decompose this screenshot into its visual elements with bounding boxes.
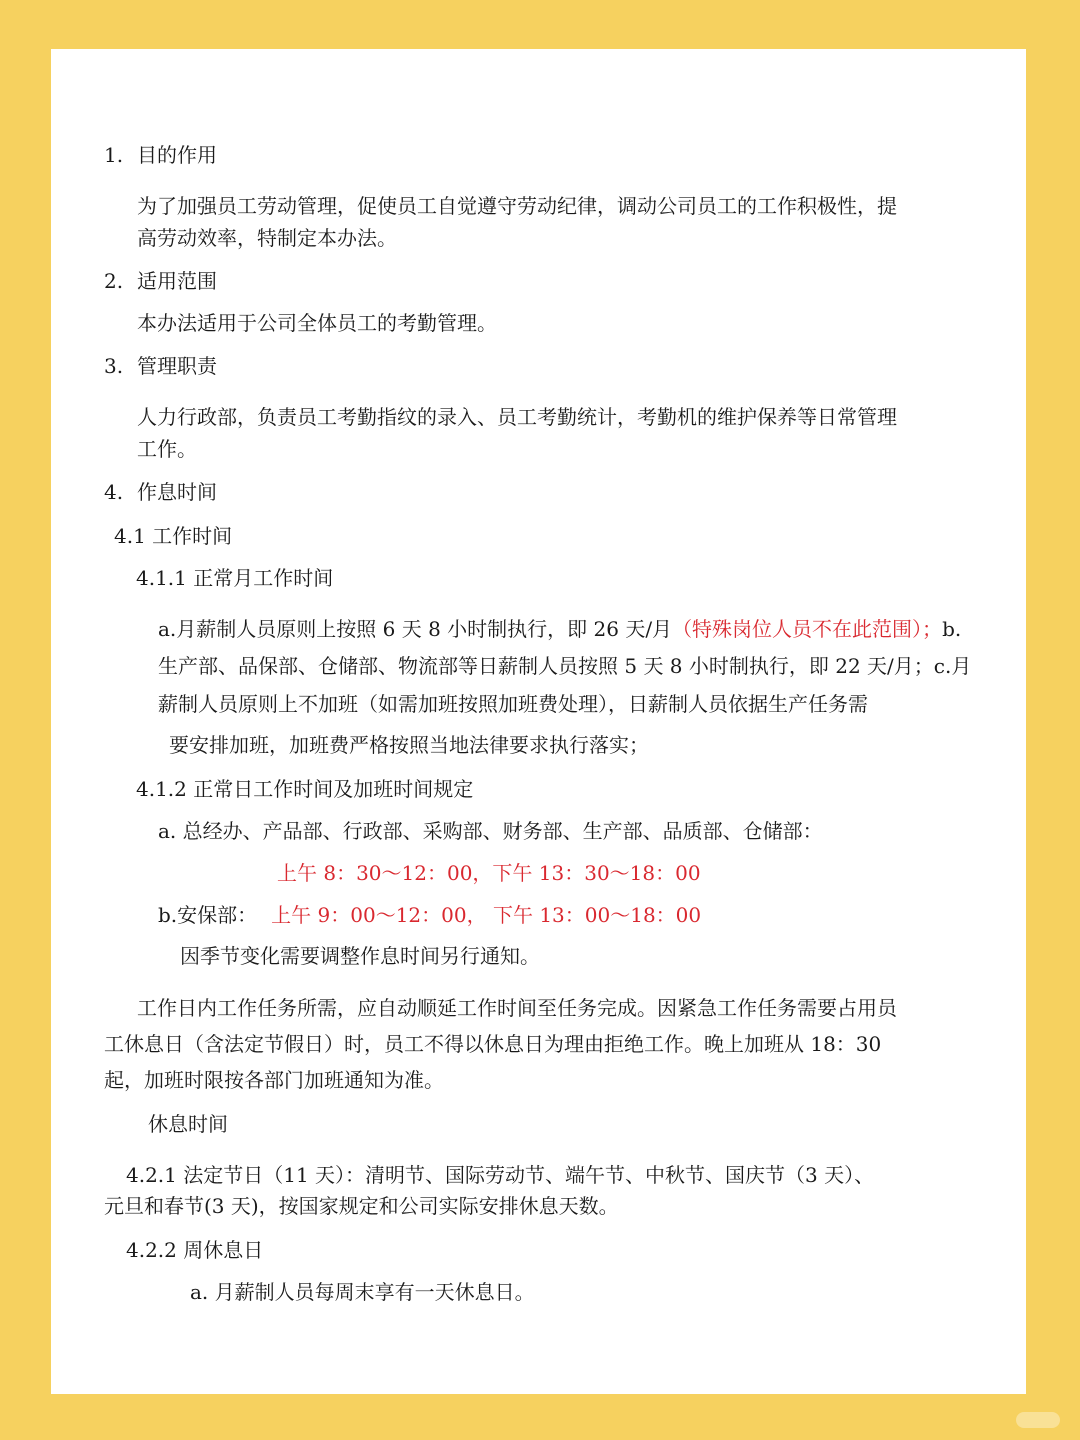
monthly-rule-text: a.月薪制人员原则上按照 6 天 8 小时制执行，即 26 天/月 — [158, 617, 673, 641]
subsection-4-1-1-heading: 4.1.1 正常月工作时间 — [136, 566, 334, 590]
section-3-number: 3. — [104, 354, 124, 378]
document-page — [51, 49, 1026, 1394]
section-1-text-line-1: 为了加强员工劳动管理，促使员工自觉遵守劳动纪律，调动公司员工的工作积极性，提 — [137, 194, 897, 218]
monthly-rule-line-1 — [158, 619, 961, 639]
subsection-4-1-2-heading: 4.1.2 正常日工作时间及加班时间规定 — [136, 777, 474, 801]
departments-a: a. 总经办、产品部、行政部、采购部、财务部、生产部、品质部、仓储部： — [158, 819, 823, 843]
holidays-line-2: 元旦和春节(3 天)，按国家规定和公司实际安排休息天数。 — [104, 1194, 619, 1218]
seasonal-notice: 因季节变化需要调整作息时间另行通知。 — [180, 944, 540, 968]
security-dept-label: b.安保部： — [158, 903, 258, 927]
special-post-note: （特殊岗位人员不在此范围）； — [672, 617, 943, 641]
section-2-text: 本办法适用于公司全体员工的考勤管理。 — [137, 311, 497, 335]
section-3-heading — [104, 356, 217, 376]
section-2-title: 适用范围 — [137, 269, 217, 293]
section-4-title: 作息时间 — [137, 480, 217, 504]
section-1-heading — [104, 145, 217, 165]
rest-time-heading: 休息时间 — [148, 1112, 228, 1136]
monthly-rule-line-3: 薪制人员原则上不加班（如需加班按照加班费处理），日薪制人员依据生产任务需 — [158, 692, 868, 716]
section-1-text-line-2: 高劳动效率，特制定本办法。 — [137, 226, 397, 250]
weekly-rest-text: a. 月薪制人员每周末享有一天休息日。 — [190, 1280, 535, 1304]
holidays-line-1: 4.2.1 法定节日（11 天）：清明节、国际劳动节、端午节、中秋节、国庆节（3 天）、 — [126, 1163, 875, 1187]
overtime-line-2: 工休息日（含法定节假日）时，员工不得以休息日为理由拒绝工作。晚上加班从 18：30 — [104, 1032, 882, 1056]
work-hours-a: 上午 8：30～12：00，下午 13：30～18：00 — [277, 861, 701, 885]
watermark — [1016, 1412, 1060, 1428]
section-3-text-line-2: 工作。 — [137, 437, 197, 461]
overtime-line-3: 起，加班时限按各部门加班通知为准。 — [104, 1068, 444, 1092]
weekly-rest-heading: 4.2.2 周休息日 — [126, 1238, 264, 1262]
monthly-rule-line-4: 要安排加班，加班费严格按照当地法律要求执行落实； — [169, 733, 649, 757]
security-dept-line — [158, 905, 701, 925]
section-4-heading — [104, 482, 217, 502]
section-2-number: 2. — [104, 269, 124, 293]
work-hours-b: 上午 9：00～12：00， 下午 13：00～18：00 — [271, 903, 702, 927]
overtime-line-1: 工作日内工作任务所需，应自动顺延工作时间至任务完成。因紧急工作任务需要占用员 — [137, 996, 897, 1020]
section-4-number: 4. — [104, 480, 124, 504]
section-1-number: 1. — [104, 143, 124, 167]
monthly-rule-line-2: 生产部、品保部、仓储部、物流部等日薪制人员按照 5 天 8 小时制执行，即 22 天/月；c.月 — [158, 654, 972, 678]
section-3-title: 管理职责 — [137, 354, 217, 378]
item-b-marker: b. — [942, 617, 962, 641]
section-2-heading — [104, 271, 217, 291]
subsection-4-1-heading: 4.1 工作时间 — [114, 524, 233, 548]
section-1-title: 目的作用 — [137, 143, 217, 167]
section-3-text-line-1: 人力行政部，负责员工考勤指纹的录入、员工考勤统计，考勤机的维护保养等日常管理 — [137, 405, 897, 429]
